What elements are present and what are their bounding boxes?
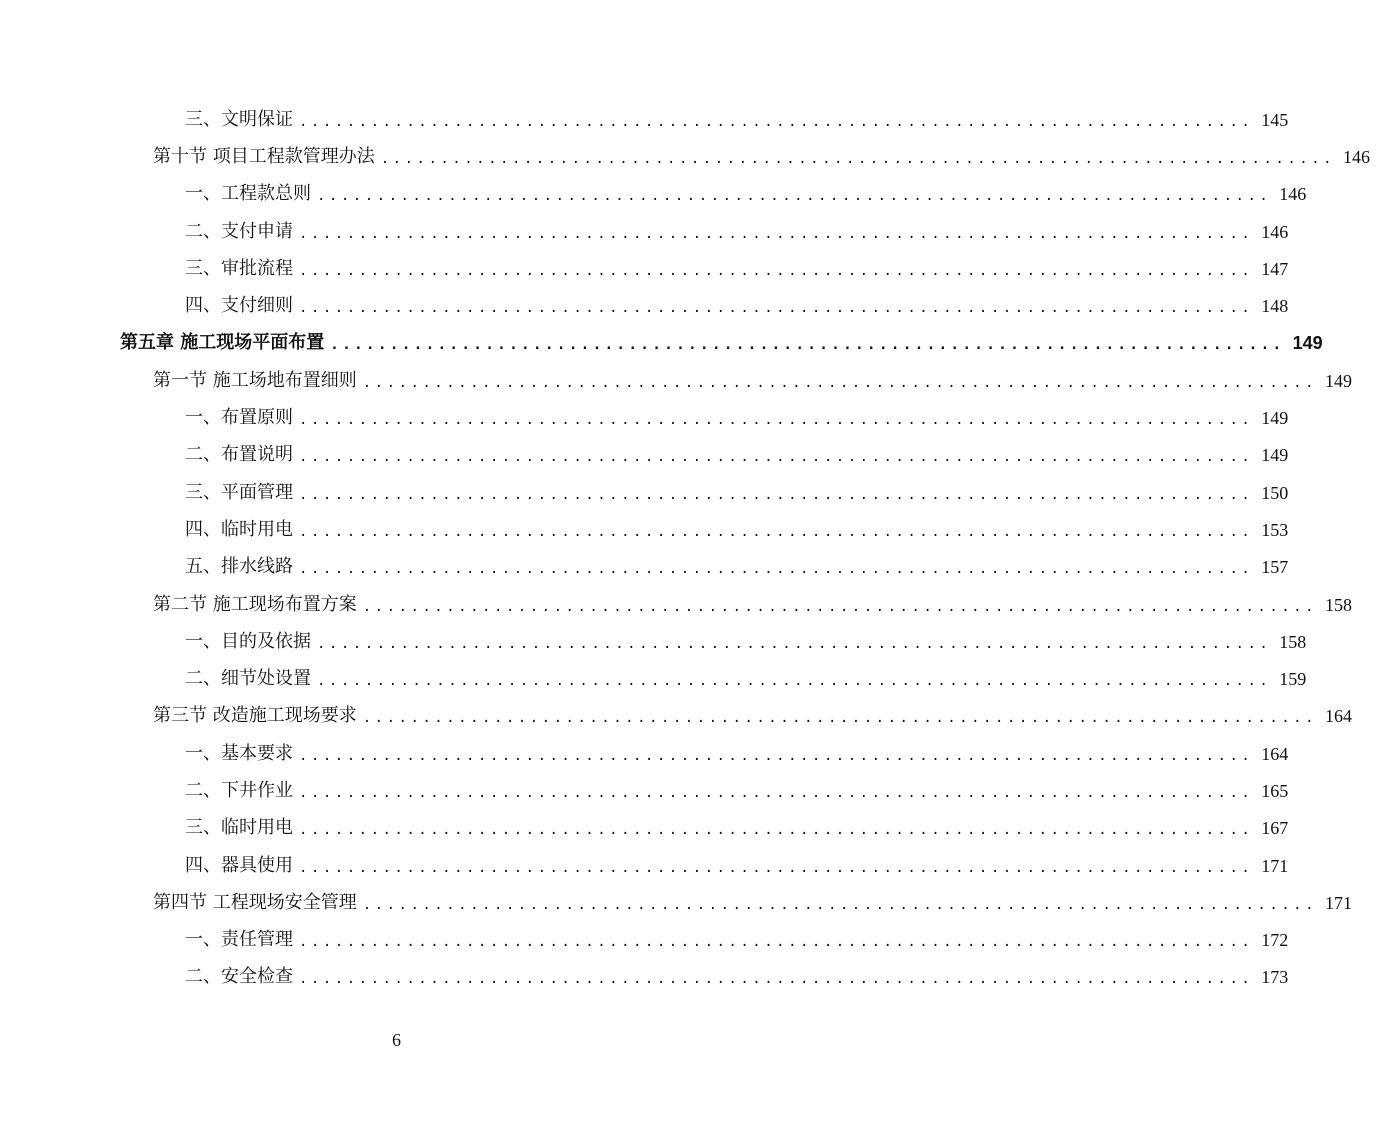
toc-entry-title: 五、排水线路	[185, 556, 293, 578]
toc-entry[interactable]	[0, 287, 1289, 324]
table-of-contents	[0, 101, 1371, 996]
toc-entry[interactable]	[0, 959, 1289, 996]
dot-leader: ................................................................................	[299, 561, 1254, 578]
toc-entry[interactable]	[0, 138, 1371, 175]
toc-entry[interactable]	[0, 437, 1289, 474]
toc-entry[interactable]	[0, 810, 1289, 847]
toc-entry-title: 第十节 项目工程款管理办法	[153, 145, 375, 167]
dot-leader: ................................................................................	[299, 784, 1254, 801]
toc-entry-title: 第五章 施工现场平面布置	[120, 332, 325, 354]
dot-leader: ................................................................................	[362, 896, 1318, 913]
dot-leader: ................................................................................	[299, 747, 1254, 764]
toc-entry-title: 二、布置说明	[185, 444, 293, 466]
toc-entry[interactable]	[0, 698, 1353, 735]
toc-page-number: 171	[1325, 892, 1353, 913]
dot-leader: ................................................................................	[330, 337, 1285, 354]
toc-entry-title: 三、文明保证	[185, 108, 293, 130]
toc-entry[interactable]	[0, 101, 1289, 138]
toc-page-number: 146	[1279, 184, 1307, 205]
dot-leader: ................................................................................	[317, 188, 1272, 205]
toc-page-number: 165	[1261, 780, 1289, 801]
toc-entry-title: 四、器具使用	[185, 854, 293, 876]
toc-page-number: 164	[1261, 743, 1289, 764]
toc-entry-title: 第三节 改造施工现场要求	[153, 705, 357, 727]
toc-page-number: 173	[1261, 967, 1289, 988]
toc-entry-title: 二、安全检查	[185, 966, 293, 988]
toc-page-number: 157	[1261, 557, 1289, 578]
toc-entry[interactable]	[0, 884, 1353, 921]
dot-leader: ................................................................................	[299, 262, 1254, 279]
toc-entry-title: 三、平面管理	[185, 481, 293, 503]
toc-entry[interactable]	[0, 922, 1289, 959]
toc-page-number: 148	[1261, 296, 1289, 317]
toc-page-number: 164	[1325, 706, 1353, 727]
toc-entry-title: 三、审批流程	[185, 257, 293, 279]
toc-entry-title: 四、临时用电	[185, 518, 293, 540]
toc-page-number: 149	[1261, 445, 1289, 466]
toc-entry-title: 三、临时用电	[185, 817, 293, 839]
toc-page-number: 171	[1261, 855, 1289, 876]
toc-entry-title: 二、支付申请	[185, 220, 293, 242]
toc-page-number: 150	[1261, 482, 1289, 503]
page-number: 6	[392, 1030, 401, 1050]
toc-page-number: 167	[1261, 818, 1289, 839]
toc-page-number: 153	[1261, 519, 1289, 540]
dot-leader: ................................................................................	[299, 934, 1254, 951]
toc-page-number: 149	[1261, 408, 1289, 429]
dot-leader: ................................................................................	[299, 300, 1254, 317]
dot-leader: ................................................................................	[299, 859, 1254, 876]
toc-page-number: 146	[1261, 221, 1289, 242]
dot-leader: ................................................................................	[380, 150, 1336, 167]
toc-entry-title: 四、支付细则	[185, 295, 293, 317]
toc-entry-title: 第一节 施工场地布置细则	[153, 369, 357, 391]
toc-entry[interactable]	[0, 549, 1289, 586]
dot-leader: ................................................................................	[299, 822, 1254, 839]
dot-leader: ................................................................................	[299, 113, 1254, 130]
toc-page-number: 172	[1261, 930, 1289, 951]
toc-entry[interactable]	[0, 399, 1289, 436]
toc-page-number: 149	[1325, 370, 1353, 391]
toc-entry-title: 第四节 工程现场安全管理	[153, 891, 357, 913]
dot-leader: ................................................................................	[317, 673, 1272, 690]
toc-entry[interactable]	[0, 735, 1289, 772]
toc-entry[interactable]	[0, 623, 1307, 660]
dot-leader: ................................................................................	[362, 710, 1318, 727]
toc-page-number: 158	[1325, 594, 1353, 615]
dot-leader: ................................................................................	[299, 449, 1254, 466]
toc-entry-title: 一、责任管理	[185, 929, 293, 951]
dot-leader: ................................................................................	[299, 523, 1254, 540]
dot-leader: ................................................................................	[362, 598, 1318, 615]
toc-entry[interactable]	[0, 474, 1289, 511]
toc-entry-title: 二、细节处设置	[185, 668, 311, 690]
toc-entry-title: 一、基本要求	[185, 742, 293, 764]
toc-page-number: 145	[1261, 109, 1289, 130]
dot-leader: ................................................................................	[362, 374, 1318, 391]
toc-entry[interactable]	[0, 511, 1289, 548]
toc-page-number: 146	[1343, 146, 1371, 167]
toc-entry-title: 二、下井作业	[185, 779, 293, 801]
toc-page-number: 158	[1279, 631, 1307, 652]
toc-page-number: 159	[1279, 669, 1307, 690]
toc-entry[interactable]	[0, 250, 1289, 287]
toc-entry[interactable]	[0, 213, 1289, 250]
dot-leader: ................................................................................	[299, 486, 1254, 503]
toc-entry-title: 一、工程款总则	[185, 183, 311, 205]
toc-entry[interactable]	[0, 586, 1353, 623]
toc-entry[interactable]	[0, 660, 1307, 697]
dot-leader: ................................................................................	[317, 635, 1272, 652]
toc-page-number: 149	[1292, 333, 1323, 354]
dot-leader: ................................................................................	[299, 971, 1254, 988]
toc-entry[interactable]	[0, 847, 1289, 884]
dot-leader: ................................................................................	[299, 225, 1254, 242]
toc-entry-title: 一、目的及依据	[185, 630, 311, 652]
toc-entry[interactable]	[0, 325, 1323, 362]
toc-entry[interactable]	[0, 176, 1307, 213]
toc-entry[interactable]	[0, 362, 1353, 399]
toc-entry[interactable]	[0, 772, 1289, 809]
toc-entry-title: 一、布置原则	[185, 407, 293, 429]
dot-leader: ................................................................................	[299, 412, 1254, 429]
toc-page-number: 147	[1261, 258, 1289, 279]
toc-entry-title: 第二节 施工现场布置方案	[153, 593, 357, 615]
